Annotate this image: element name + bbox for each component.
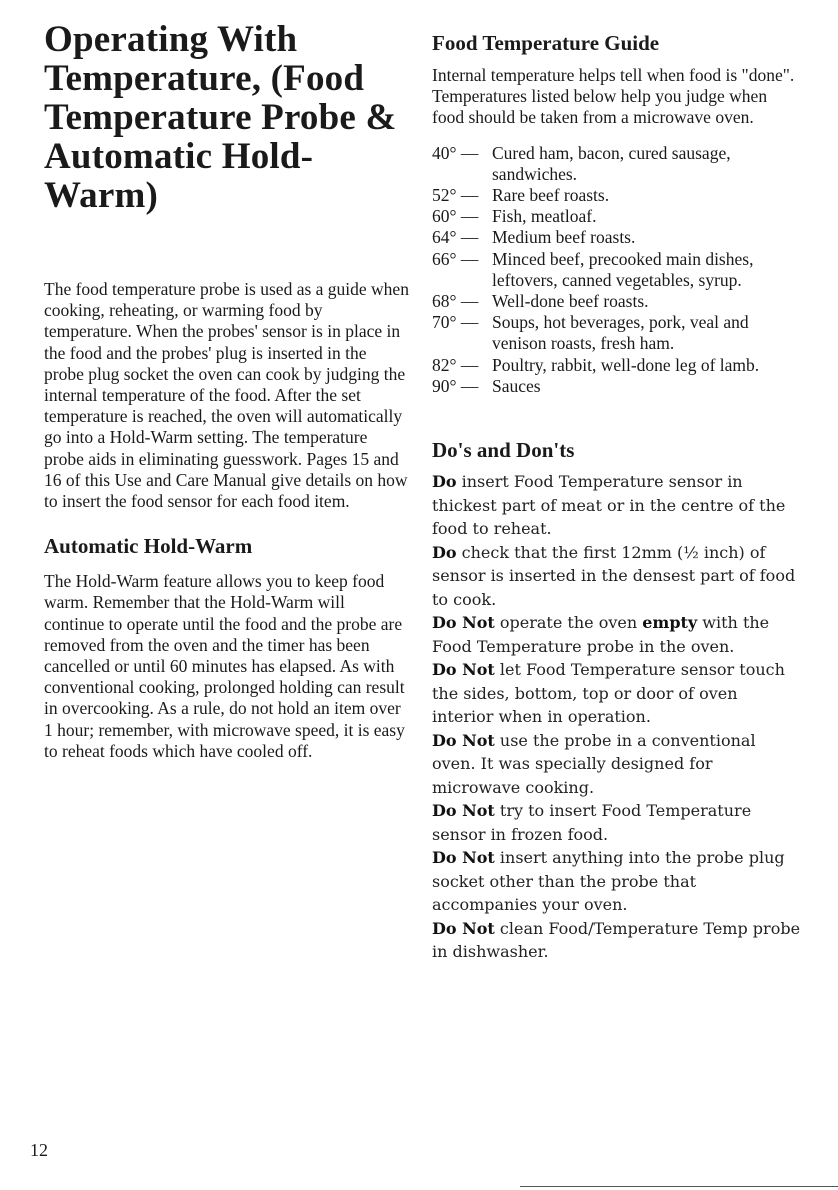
dos-text: use the probe in a conventional oven. It was specially designed for microwave cooking. (432, 730, 756, 797)
dos-and-donts-list (432, 470, 802, 964)
temperature-guide-intro: Internal temperature helps tell when food is "done". Temperatures listed below help you judge when food should be taken from a microwave oven. (432, 65, 795, 128)
footer-divider (520, 1186, 838, 1187)
dos-text: insert Food Temperature sensor in thickest part of meat or in the centre of the food to reheat. (432, 472, 786, 539)
hold-warm-heading: Automatic Hold-Warm (44, 534, 253, 559)
dos-item (432, 658, 802, 729)
dos-text: try to insert Food Temperature sensor in frozen food. (432, 801, 752, 844)
dos-text: with the Food Temperature probe in the oven. (432, 613, 770, 656)
dos-keyword: Do (432, 472, 457, 492)
left-column (44, 20, 409, 762)
temperature-value: 66° — (432, 248, 479, 269)
dos-keyword: Do Not (432, 730, 495, 750)
temperature-item (432, 185, 802, 206)
temperature-item (432, 312, 802, 354)
dos-keyword: Do Not (432, 918, 495, 938)
dos-keyword: empty (642, 613, 698, 633)
temperature-value: 68° — (432, 291, 479, 312)
temperature-list (432, 143, 802, 397)
dos-keyword: Do Not (432, 801, 495, 821)
dos-and-donts-heading: Do's and Don'ts (432, 438, 575, 463)
temperature-food: Fish, meatloaf. (492, 206, 597, 227)
temperature-item (432, 249, 802, 291)
temperature-food: Minced beef, precooked main dishes, leftovers, canned vegetables, syrup. (492, 248, 754, 290)
dos-keyword: Do Not (432, 660, 495, 680)
temperature-value: 64° — (432, 227, 479, 248)
page-title: Operating With Temperature, (Food Temperature Probe & Automatic Hold-Warm) (44, 19, 397, 216)
dos-text: insert anything into the probe plug socket other than the probe that accompanies your oven. (432, 848, 785, 915)
dos-text: check that the first 12mm (½ inch) of sensor is inserted in the densest part of food to cook. (432, 542, 796, 609)
temperature-item (432, 355, 802, 376)
temperature-value: 70° — (432, 312, 479, 333)
dos-item (432, 799, 802, 846)
dos-keyword: Do Not (432, 613, 495, 633)
temperature-food: Rare beef roasts. (492, 185, 610, 206)
temperature-item (432, 376, 802, 397)
dos-item (432, 470, 802, 541)
temperature-food: Sauces (492, 375, 541, 396)
temperature-item (432, 143, 802, 185)
temperature-value: 60° — (432, 206, 479, 227)
temperature-value: 52° — (432, 185, 479, 206)
dos-item (432, 541, 802, 612)
temperature-item (432, 206, 802, 227)
temperature-food: Well-done beef roasts. (492, 291, 649, 312)
dos-keyword: Do (432, 542, 457, 562)
temperature-food: Soups, hot beverages, pork, veal and venison roasts, fresh ham. (492, 312, 749, 354)
dos-item (432, 611, 802, 658)
probe-intro-paragraph: The food temperature probe is used as a guide when cooking, reheating, or warming food by temperature. When the probes' sensor is in place in the food and the probes' plug is inserted in the probe plug socket the oven can cook by judging the internal temperature of the food. After the set temperature is reached, the oven will automatically go into a Hold-Warm setting. The temperature probe aids in eliminating guesswork. Pages 15 and 16 of this Use and Care Manual give details on how to insert the food sensor for each food item. (44, 279, 409, 512)
temperature-value: 90° — (432, 375, 479, 396)
dos-item (432, 846, 802, 917)
temperature-food: Medium beef roasts. (492, 227, 636, 248)
temperature-value: 40° — (432, 142, 479, 163)
temperature-value: 82° — (432, 354, 479, 375)
right-column (432, 30, 802, 964)
dos-keyword: Do Not (432, 848, 495, 868)
dos-text: operate the oven (494, 613, 643, 633)
temperature-item (432, 291, 802, 312)
page-number: 12 (30, 1140, 48, 1160)
temperature-guide-heading: Food Temperature Guide (432, 31, 660, 55)
temperature-food: Cured ham, bacon, cured sausage, sandwiches. (492, 142, 731, 184)
dos-text: clean Food/Temperature Temp probe in dishwasher. (432, 918, 801, 962)
temperature-item (432, 227, 802, 248)
temperature-food: Poultry, rabbit, well-done leg of lamb. (492, 354, 760, 375)
dos-item (432, 729, 802, 800)
dos-text: let Food Temperature sensor touch the sides, bottom, top or door of oven interior when in operation. (432, 660, 785, 727)
dos-item (432, 917, 802, 964)
hold-warm-paragraph: The Hold-Warm feature allows you to keep food warm. Remember that the Hold-Warm will continue to operate until the food and the probe are removed from the oven and the timer has been cancelled or until 60 minutes has elapsed. As with conventional cooking, prolonged holding can result in overcooking. As a rule, do not hold an item over 1 hour; remember, with microwave speed, it is easy to reheat foods which have cooled off. (44, 571, 405, 761)
